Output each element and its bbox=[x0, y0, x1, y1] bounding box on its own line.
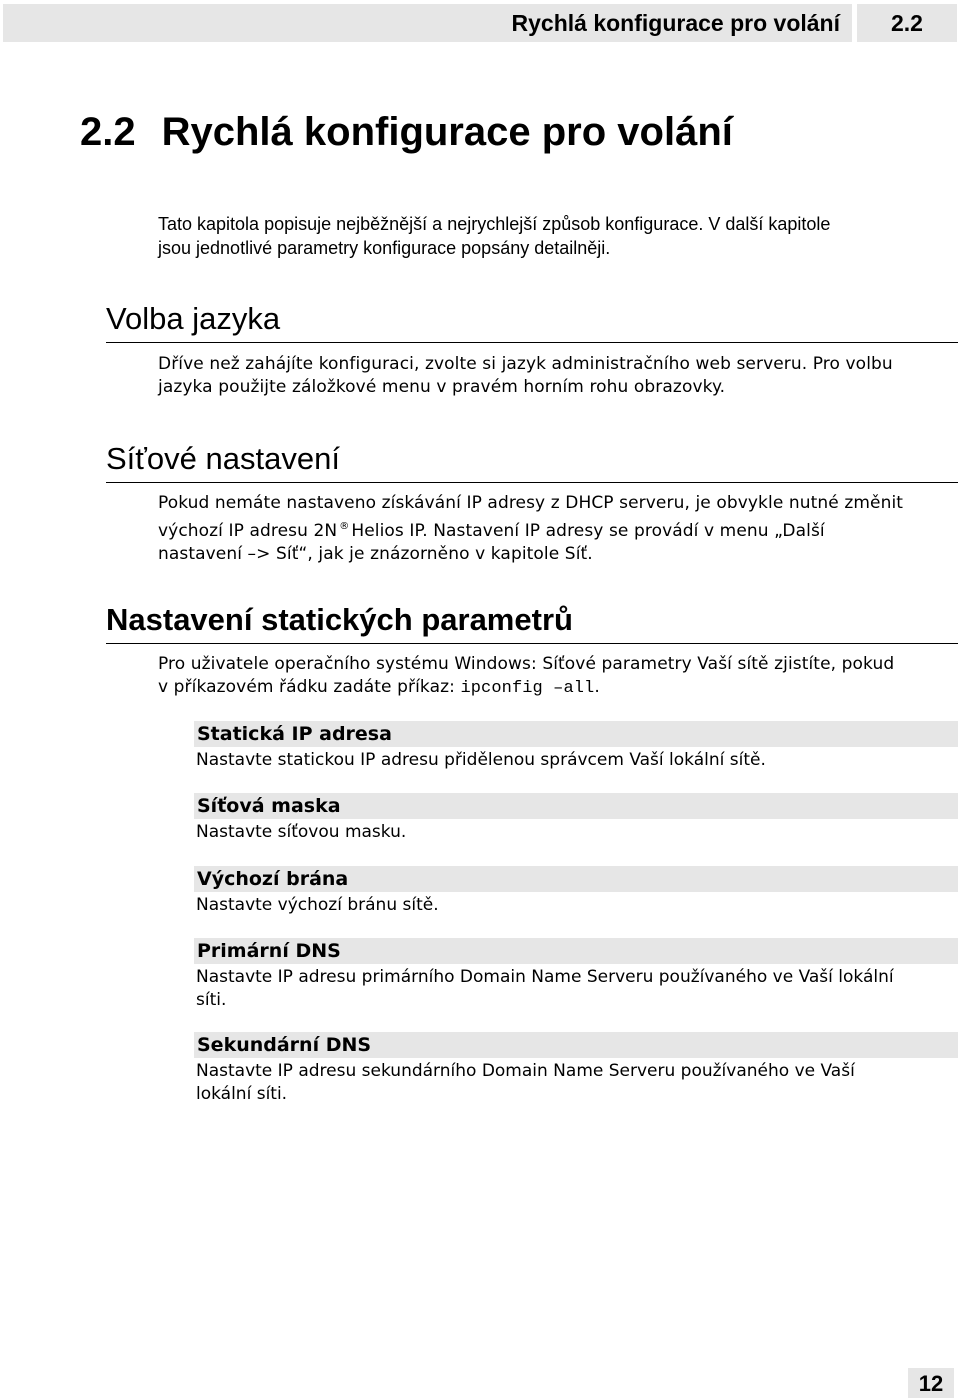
param-text-line-1: Nastavte IP adresu sekundárního Domain Name Serveru používaného ve Vaší bbox=[196, 1061, 855, 1081]
param-text-line-2: síti. bbox=[196, 990, 227, 1010]
language-paragraph bbox=[158, 353, 958, 399]
language-line-2: jazyka použijte záložkové menu v pravém horním rohu obrazovky. bbox=[158, 377, 726, 397]
param-text-static-ip bbox=[196, 749, 958, 772]
chapter-title bbox=[80, 110, 733, 155]
static-line-1: Pro uživatele operačního systému Windows: Síťové parametry Vaší sítě zjistíte, pokud bbox=[158, 654, 895, 674]
param-title-static-ip: Statická IP adresa bbox=[194, 721, 958, 747]
param-text-primary-dns bbox=[196, 966, 958, 1012]
intro-paragraph bbox=[158, 212, 948, 260]
param-text-secondary-dns bbox=[196, 1060, 958, 1106]
section-title-network: Síťové nastavení bbox=[106, 442, 958, 483]
network-paragraph bbox=[158, 492, 958, 566]
running-header-title: Rychlá konfigurace pro volání bbox=[3, 4, 852, 42]
registered-mark: ® bbox=[339, 521, 350, 532]
param-text-line-1: Nastavte výchozí bránu sítě. bbox=[196, 895, 439, 915]
param-title-gateway: Výchozí brána bbox=[194, 866, 958, 892]
network-line-3: nastavení –> Síť“, jak je znázorněno v kapitole Síť. bbox=[158, 544, 593, 564]
section-title-language: Volba jazyka bbox=[106, 302, 958, 343]
param-text-line-1: Nastavte IP adresu primárního Domain Name Serveru používaného ve Vaší lokální bbox=[196, 967, 894, 987]
param-text-netmask bbox=[196, 821, 958, 844]
chapter-number: 2.2 bbox=[80, 110, 136, 154]
network-line-1: Pokud nemáte nastaveno získávání IP adresy z DHCP serveru, je obvykle nutné změnit bbox=[158, 493, 904, 513]
network-line-2b: Helios IP. Nastavení IP adresy se provádí v menu „Další bbox=[351, 521, 825, 541]
intro-line-1: Tato kapitola popisuje nejběžnější a nejrychlejší způsob konfigurace. V další kapitole bbox=[158, 214, 831, 234]
param-title-primary-dns: Primární DNS bbox=[194, 938, 958, 964]
param-text-line-1: Nastavte statickou IP adresu přidělenou správcem Vaší lokální sítě. bbox=[196, 750, 766, 770]
chapter-title-text: Rychlá konfigurace pro volání bbox=[161, 110, 733, 154]
static-paragraph bbox=[158, 653, 958, 700]
running-header-section-number: 2.2 bbox=[857, 4, 957, 42]
static-line-2: v příkazovém řádku zadáte příkaz: bbox=[158, 677, 461, 697]
param-text-line-2: lokální síti. bbox=[196, 1084, 288, 1104]
running-header bbox=[3, 4, 957, 42]
network-line-2a: výchozí IP adresu 2N bbox=[158, 521, 338, 541]
section-title-static: Nastavení statických parametrů bbox=[106, 603, 958, 644]
ipconfig-command: ipconfig –all bbox=[460, 679, 595, 698]
param-title-netmask: Síťová maska bbox=[194, 793, 958, 819]
param-text-gateway bbox=[196, 894, 958, 917]
page-number: 12 bbox=[908, 1368, 954, 1398]
intro-line-2: jsou jednotlivé parametry konfigurace popsány detailněji. bbox=[158, 238, 611, 258]
param-title-secondary-dns: Sekundární DNS bbox=[194, 1032, 958, 1058]
static-line-2-end: . bbox=[594, 677, 600, 697]
language-line-1: Dříve než zahájíte konfiguraci, zvolte si jazyk administračního web serveru. Pro volbu bbox=[158, 354, 893, 374]
param-text-line-1: Nastavte síťovou masku. bbox=[196, 822, 407, 842]
